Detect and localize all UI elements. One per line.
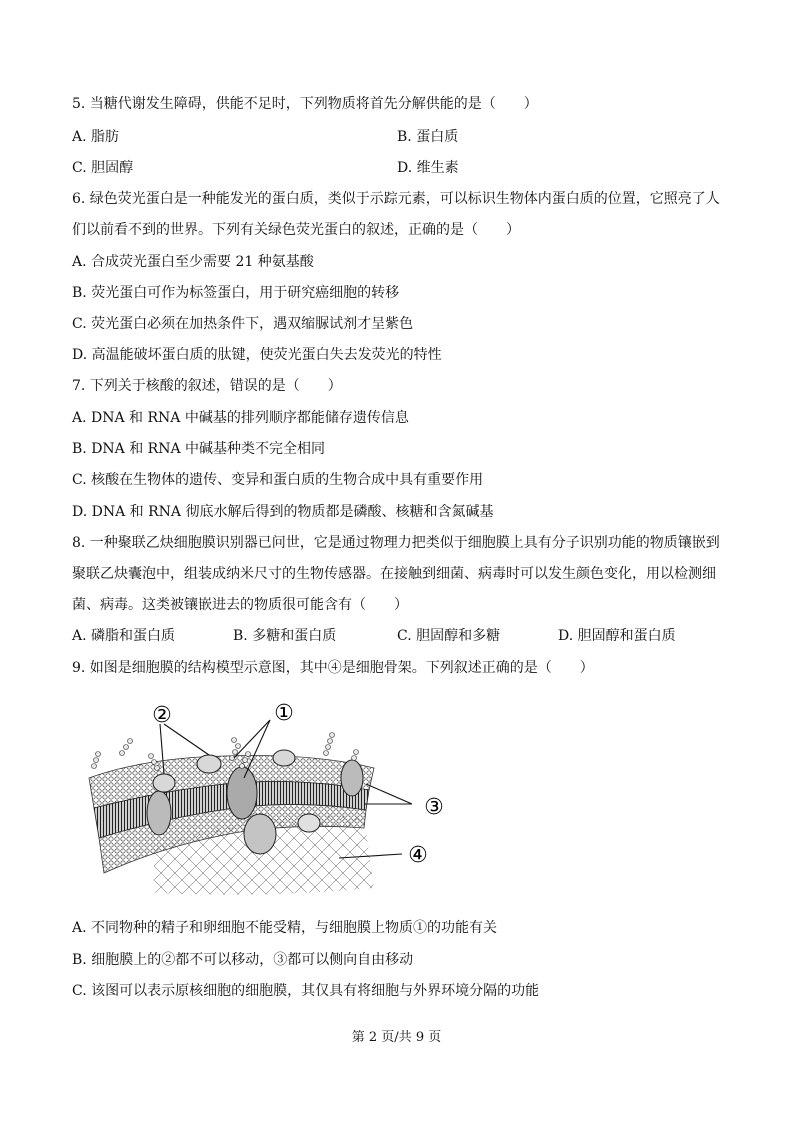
- q7-option-b: B. DNA 和 RNA 中碱基种类不完全相同: [72, 441, 326, 457]
- q8-option-c: C. 胆固醇和多糖: [397, 628, 501, 644]
- protein: [153, 774, 175, 792]
- figure-label-2: ②: [152, 703, 172, 728]
- protein: [197, 755, 221, 773]
- q8-stem-line2: 聚联乙炔囊泡中，组装成纳米尺寸的生物传感器。在接触到细菌、病毒时可以发生颜色变化，用以检测细: [72, 566, 716, 582]
- protein: [298, 814, 320, 832]
- figure-label-4: ④: [408, 843, 428, 868]
- q8-option-a: A. 磷脂和蛋白质: [72, 628, 176, 644]
- q5-option-d: D. 维生素: [397, 160, 459, 176]
- q9-option-a: A. 不同物种的精子和卵细胞不能受精，与细胞膜上物质①的功能有关: [72, 920, 498, 936]
- protein: [147, 791, 171, 835]
- q8-option-b: B. 多糖和蛋白质: [233, 628, 337, 644]
- q6-stem-line1: 6. 绿色荧光蛋白是一种能发光的蛋白质，类似于示踪元素，可以标识生物体内蛋白质的位置，它照亮了人: [72, 191, 720, 207]
- q6-option-b: B. 荧光蛋白可作为标签蛋白，用于研究癌细胞的转移: [72, 285, 400, 301]
- figure-label-3: ③: [424, 795, 444, 820]
- q7-stem: 7. 下列关于核酸的叙述，错误的是（ ）: [72, 378, 342, 394]
- q8-stem-line3: 菌、病毒。这类被镶嵌进去的物质很可能含有（ ）: [72, 597, 408, 613]
- q6-option-c: C. 荧光蛋白必须在加热条件下，遇双缩脲试剂才呈紫色: [72, 316, 414, 332]
- q5-option-c: C. 胆固醇: [72, 160, 134, 176]
- q8-option-d: D. 胆固醇和蛋白质: [558, 628, 676, 644]
- protein: [244, 814, 276, 854]
- q9-option-c: C. 该图可以表示原核细胞的细胞膜，其仅具有将细胞与外界环境分隔的功能: [72, 983, 540, 999]
- q6-option-d: D. 高温能破坏蛋白质的肽键，使荧光蛋白失去发荧光的特性: [72, 347, 442, 363]
- q6-stem-line2: 们以前看不到的世界。下列有关绿色荧光蛋白的叙述，正确的是（ ）: [72, 222, 520, 238]
- q7-option-d: D. DNA 和 RNA 彻底水解后得到的物质都是磷酸、核糖和含氮碱基: [72, 504, 494, 520]
- protein: [341, 760, 363, 796]
- q7-option-c: C. 核酸在生物体的遗传、变异和蛋白质的生物合成中具有重要作用: [72, 472, 484, 488]
- q5-option-b: B. 蛋白质: [397, 129, 459, 145]
- protein: [227, 767, 257, 819]
- protein: [273, 750, 295, 766]
- figure-label-1: ①: [274, 701, 294, 726]
- q5-option-a: A. 脂肪: [72, 129, 120, 145]
- q8-stem-line1: 8. 一种聚联乙炔细胞膜识别器已问世，它是通过物理力把类似于细胞膜上具有分子识别功能的物质镶嵌到: [72, 535, 720, 551]
- page-footer: 第 2 页/共 9 页: [351, 1030, 442, 1045]
- q6-option-a: A. 合成荧光蛋白至少需要 21 种氨基酸: [72, 254, 314, 270]
- q7-option-a: A. DNA 和 RNA 中碱基的排列顺序都能储存遗传信息: [72, 410, 409, 426]
- cell-membrane-diagram: [84, 698, 454, 898]
- q9-option-b: B. 细胞膜上的②都不可以移动，③都可以侧向自由移动: [72, 952, 414, 968]
- q9-stem: 9. 如图是细胞膜的结构模型示意图，其中④是细胞骨架。下列叙述正确的是（ ）: [72, 660, 594, 676]
- q5-stem: 5. 当糖代谢发生障碍，供能不足时，下列物质将首先分解供能的是（ ）: [72, 96, 538, 112]
